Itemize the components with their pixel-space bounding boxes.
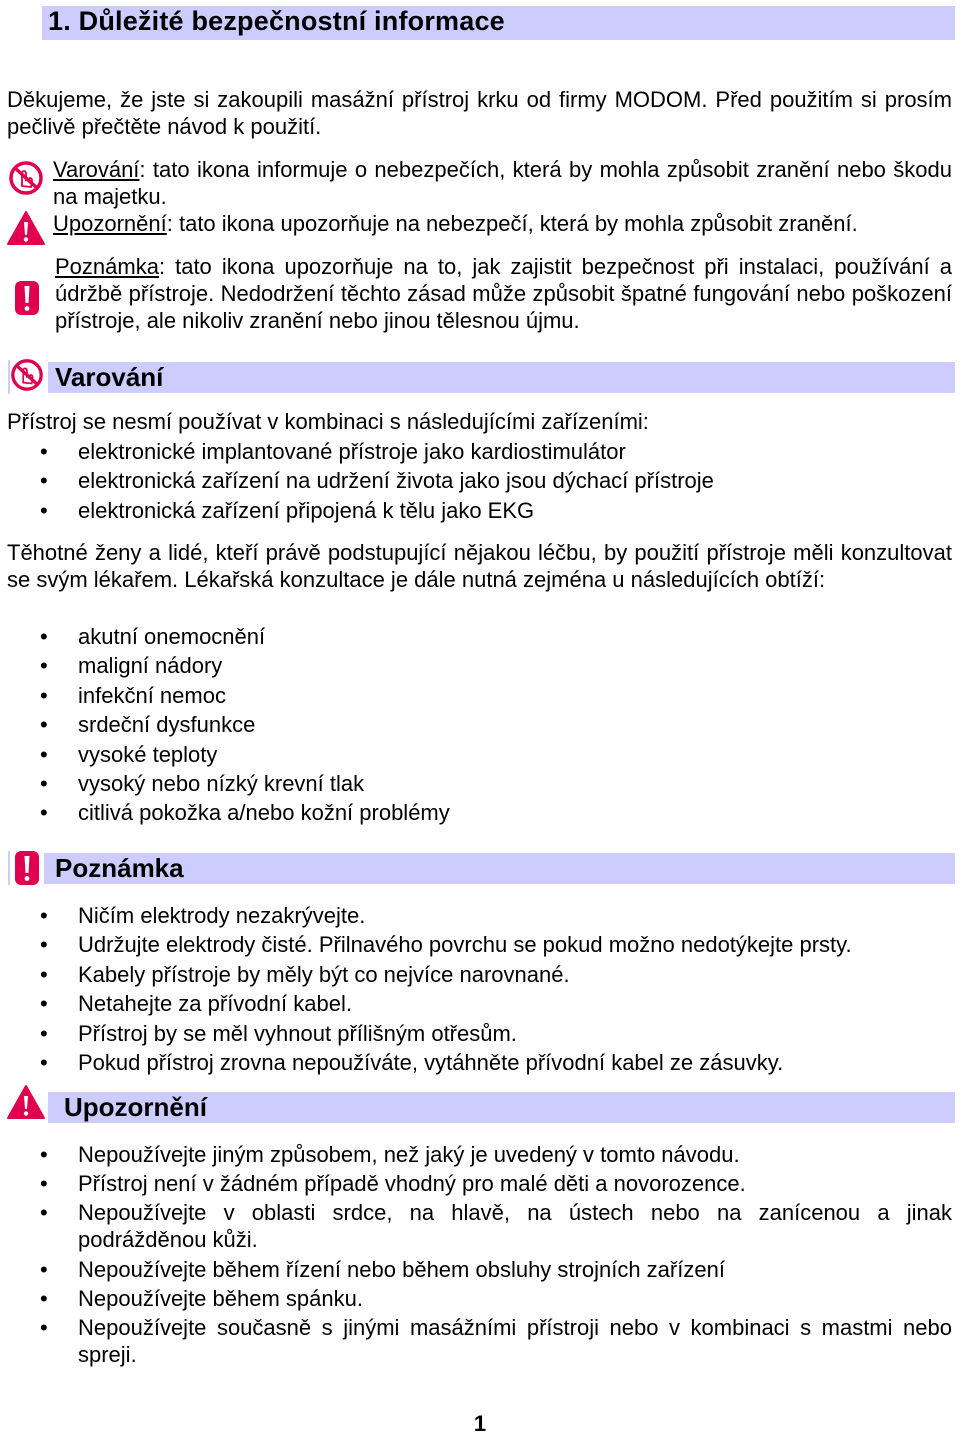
legend-caution-text: : tato ikona upozorňuje na nebezpečí, která by mohla způsobit zranění. — [166, 211, 858, 236]
bullet: • — [40, 624, 48, 649]
bullet: • — [40, 653, 48, 679]
legend-caution — [53, 211, 858, 237]
note-section-title: Poznámka — [55, 853, 184, 883]
bullet: • — [40, 1286, 48, 1312]
warning-triangle-icon — [6, 1084, 46, 1120]
list-item — [0, 1284, 952, 1313]
list-item-text: Přístroj by se měl vyhnout přílišným otřesům. — [78, 1020, 517, 1046]
bullet: • — [40, 991, 48, 1017]
bullet: • — [40, 1314, 48, 1340]
note-list — [0, 901, 952, 1077]
list-item-text: elektronická zařízení připojená k tělu jako EKG — [78, 497, 535, 523]
band-rule — [8, 851, 10, 885]
warning-lead: Přístroj se nesmí používat v kombinaci s následujícími zařízeními: — [7, 409, 649, 434]
page-title: 1. Důležité bezpečnostní informace — [48, 6, 505, 36]
list-item — [0, 622, 952, 651]
list-item-text: Nepoužívejte současně s jinými masážními přístroji nebo v kombinaci s mastmi nebo spreji. — [78, 1314, 952, 1367]
list-item-text: vysoký nebo nízký krevní tlak — [78, 771, 365, 797]
intro-paragraph: Děkujeme, že jste si zakoupili masážní přístroj krku od firmy MODOM. Před použitím si prosím pečlivě přečtěte návod k použití. — [7, 87, 952, 139]
legend-warning-text: : tato ikona informuje o nebezpečích, která by mohla způsobit zranění nebo škodu na majetku. — [53, 157, 952, 209]
caution-section-title: Upozornění — [64, 1092, 207, 1122]
bullet: • — [40, 1050, 48, 1076]
bullet: • — [40, 1256, 48, 1282]
list-item-text: akutní onemocnění — [78, 624, 266, 649]
bullet: • — [40, 771, 48, 797]
list-item-text: Udržujte elektrody čisté. Přilnavého povrchu se pokud možno nedotýkejte prsty. — [78, 932, 852, 958]
list-item-text: elektronická zařízení na udržení života jako jsou dýchací přístroje — [78, 468, 714, 494]
legend-note — [55, 253, 952, 334]
list-item — [0, 1199, 952, 1255]
no-touch-prohibition-icon — [10, 358, 44, 392]
list-item — [0, 960, 952, 989]
list-item — [0, 1140, 952, 1169]
list-item-text: Nepoužívejte během spánku. — [78, 1286, 363, 1312]
bullet: • — [40, 961, 48, 987]
no-touch-prohibition-icon — [8, 160, 44, 196]
list-item — [0, 989, 952, 1018]
list-item — [0, 1019, 952, 1048]
bullet: • — [40, 1171, 48, 1197]
list-item-text: Netahejte za přívodní kabel. — [78, 991, 352, 1017]
list-item-text: Ničím elektrody nezakrývejte. — [78, 903, 366, 928]
list-item-text: srdeční dysfunkce — [78, 712, 256, 738]
list-item — [0, 1255, 952, 1284]
bullet: • — [40, 682, 48, 708]
legend-warning-term: Varování — [53, 157, 140, 182]
bullet: • — [40, 497, 48, 523]
list-item — [0, 740, 952, 769]
list-item-text: maligní nádory — [78, 653, 223, 679]
legend-caution-term: Upozornění — [53, 211, 167, 236]
list-item — [0, 437, 952, 466]
bullet: • — [40, 741, 48, 767]
list-item — [0, 496, 952, 525]
device-list — [0, 437, 952, 525]
list-item-text: infekční nemoc — [78, 682, 226, 708]
list-item-text: citlivá pokožka a/nebo kožní problémy — [78, 800, 450, 826]
bullet: • — [40, 468, 48, 494]
list-item — [0, 930, 952, 959]
bullet: • — [40, 712, 48, 738]
warning-section-band — [48, 362, 955, 393]
bullet: • — [40, 903, 48, 928]
list-item-text: Nepoužívejte jiným způsobem, než jaký je uvedený v tomto návodu. — [78, 1142, 740, 1167]
list-item — [0, 901, 952, 930]
warning-section-title: Varování — [55, 362, 164, 392]
list-item — [0, 798, 952, 827]
list-item — [0, 651, 952, 680]
list-item-text: Nepoužívejte v oblasti srdce, na hlavě, na ústech nebo na zanícenou a jinak podrážděnou kůži. — [78, 1199, 952, 1252]
bullet: • — [40, 439, 48, 464]
page-number: 1 — [473, 1411, 487, 1436]
list-item — [0, 710, 952, 739]
list-item — [0, 1314, 952, 1370]
list-item-text: Kabely přístroje by měly být co nejvíce narovnané. — [78, 961, 570, 987]
bullet: • — [40, 1199, 48, 1225]
legend-note-text: : tato ikona upozorňuje na to, jak zajistit bezpečnost při instalaci, používání a údržbě přístroje. Nedodržení těchto zásad může způsobit špatné fungování nebo poškození přístroje, ale nikoliv zranění nebo jinou tělesnou újmu. — [55, 254, 952, 333]
condition-list — [0, 622, 952, 828]
warning-triangle-icon — [6, 210, 46, 246]
caution-list — [0, 1140, 952, 1370]
bullet: • — [40, 1020, 48, 1046]
list-item — [0, 466, 952, 495]
list-item-text: Pokud přístroj zrovna nepoužíváte, vytáhněte přívodní kabel ze zásuvky. — [78, 1050, 784, 1076]
exclamation-mark-icon — [14, 850, 40, 886]
list-item-text: Nepoužívejte během řízení nebo během obsluhy strojních zařízení — [78, 1256, 725, 1282]
list-item — [0, 1169, 952, 1198]
list-item — [0, 769, 952, 798]
warning-paragraph: Těhotné ženy a lidé, kteří právě podstupující nějakou léčbu, by použití přístroje měli konzultovat se svým lékařem. Lékařská konzultace je dále nutná zejména u následujících obtíží: — [7, 540, 952, 592]
list-item-text: vysoké teploty — [78, 741, 218, 767]
list-item-text: Přístroj není v žádném případě vhodný pro malé děti a novorozence. — [78, 1171, 746, 1197]
list-item — [0, 681, 952, 710]
legend-note-term: Poznámka — [55, 254, 159, 279]
list-item — [0, 1048, 952, 1077]
bullet: • — [40, 932, 48, 958]
bullet: • — [40, 1142, 48, 1167]
list-item-text: elektronické implantované přístroje jako kardiostimulátor — [78, 439, 626, 464]
legend-warning — [53, 156, 952, 210]
bullet: • — [40, 800, 48, 826]
exclamation-mark-icon — [14, 280, 40, 316]
